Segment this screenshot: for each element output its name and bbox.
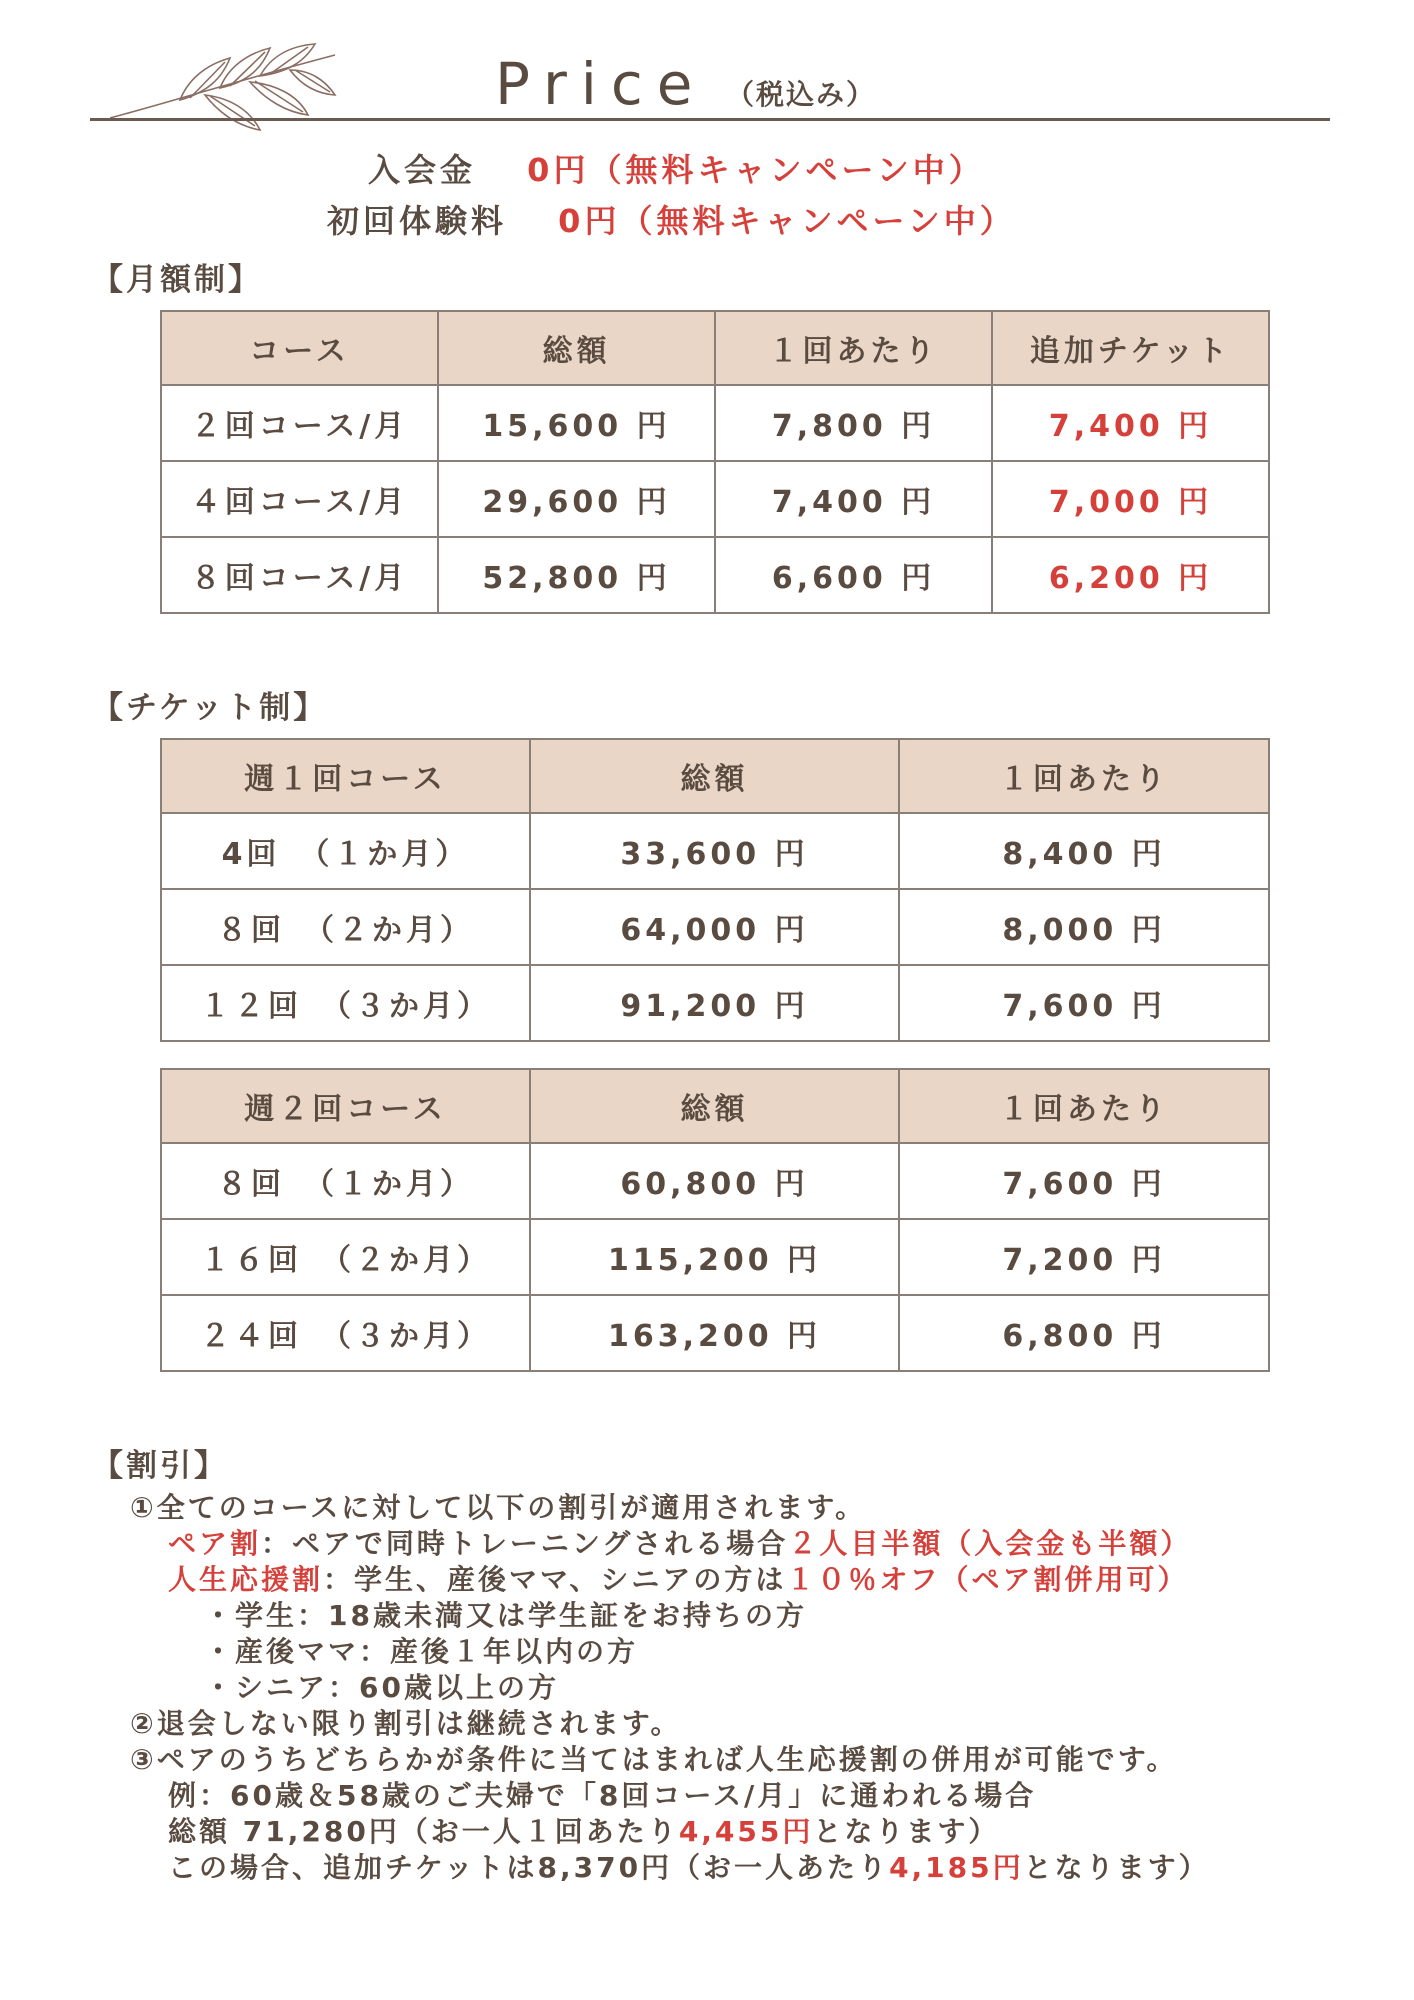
column-header: １回あたり bbox=[899, 739, 1269, 813]
ticket-section-title: 【チケット制】 bbox=[92, 690, 328, 726]
life-discount-label: 人生応援割 bbox=[168, 1563, 324, 1596]
example-line: 例：60歳＆58歳のご夫婦で「8回コース/月」に通われる場合 bbox=[168, 1779, 1037, 1812]
entry-fee-label: 入会金 bbox=[368, 151, 477, 189]
trial-fee-label: 初回体験料 bbox=[327, 202, 508, 240]
column-header: 総額 bbox=[438, 311, 715, 385]
title-divider bbox=[90, 118, 1330, 121]
table-row bbox=[161, 1219, 1269, 1295]
course-cell: ４回コース/月 bbox=[161, 461, 438, 537]
trial-fee-line bbox=[327, 196, 1016, 242]
extra-ticket-cell: 6,200 円 bbox=[992, 537, 1269, 613]
column-header: １回あたり bbox=[715, 311, 992, 385]
example-ticket-value: 4,185円 bbox=[889, 1851, 1024, 1884]
pair-discount-line bbox=[168, 1526, 1191, 1562]
extra-ticket-cell: 7,000 円 bbox=[992, 461, 1269, 537]
per-session-cell: 8,000 円 bbox=[899, 889, 1269, 965]
table-row bbox=[161, 889, 1269, 965]
leaf-branch-icon bbox=[110, 40, 340, 140]
total-cell: 52,800 円 bbox=[438, 537, 715, 613]
example-ticket-prefix: この場合、追加チケットは8,370円（お一人あたり bbox=[168, 1851, 890, 1884]
total-cell: 33,600 円 bbox=[530, 813, 899, 889]
column-header: 追加チケット bbox=[992, 311, 1269, 385]
table-header-row bbox=[161, 311, 1269, 385]
entry-fee-line bbox=[368, 145, 985, 191]
discount-item-1: ①全てのコースに対して以下の割引が適用されます。 bbox=[130, 1491, 867, 1524]
example-total-value: 4,455円 bbox=[678, 1815, 814, 1848]
page-title: Price bbox=[495, 50, 707, 118]
per-session-cell: 7,600 円 bbox=[899, 1143, 1269, 1219]
example-total-prefix: 総額 71,280円（お一人１回あたり bbox=[168, 1815, 679, 1848]
per-session-cell: 8,400 円 bbox=[899, 813, 1269, 889]
senior-condition: ・シニア：60歳以上の方 bbox=[204, 1671, 559, 1704]
column-header: コース bbox=[161, 311, 438, 385]
example-ticket-line bbox=[168, 1850, 1210, 1886]
per-session-cell: 7,800 円 bbox=[715, 385, 992, 461]
entry-fee-value: 0円（無料キャンペーン中） bbox=[527, 151, 985, 189]
sessions-cell: ２４回 （３か月） bbox=[161, 1295, 530, 1371]
life-discount-line bbox=[168, 1562, 1189, 1598]
title-row bbox=[90, 40, 1330, 124]
table-header-row bbox=[161, 1069, 1269, 1143]
column-header: １回あたり bbox=[899, 1069, 1269, 1143]
table-header-row bbox=[161, 739, 1269, 813]
sessions-cell: １６回 （２か月） bbox=[161, 1219, 530, 1295]
total-cell: 115,200 円 bbox=[530, 1219, 899, 1295]
total-cell: 15,600 円 bbox=[438, 385, 715, 461]
tax-note: （税込み） bbox=[726, 78, 877, 111]
example-total-suffix: となります） bbox=[813, 1815, 1000, 1848]
per-session-cell: 7,200 円 bbox=[899, 1219, 1269, 1295]
monthly-section-title: 【月額制】 bbox=[92, 262, 262, 298]
per-session-cell: 6,800 円 bbox=[899, 1295, 1269, 1371]
table-row bbox=[161, 1143, 1269, 1219]
total-cell: 64,000 円 bbox=[530, 889, 899, 965]
extra-ticket-cell: 7,400 円 bbox=[992, 385, 1269, 461]
discount-item-3: ③ペアのうちどちらかが条件に当てはまれば人生応援割の併用が可能です。 bbox=[130, 1743, 1178, 1776]
mama-condition: ・産後ママ：産後１年以内の方 bbox=[204, 1635, 639, 1668]
sessions-cell: ８回 （２か月） bbox=[161, 889, 530, 965]
table-row bbox=[161, 461, 1269, 537]
column-header: 総額 bbox=[530, 739, 899, 813]
example-total-line bbox=[168, 1814, 999, 1850]
total-cell: 29,600 円 bbox=[438, 461, 715, 537]
table-row bbox=[161, 965, 1269, 1041]
life-discount-text: ：学生、産後ママ、シニアの方は bbox=[323, 1563, 787, 1596]
trial-fee-value: 0円（無料キャンペーン中） bbox=[558, 202, 1016, 240]
total-cell: 60,800 円 bbox=[530, 1143, 899, 1219]
monthly-price-table bbox=[160, 310, 1270, 614]
per-session-cell: 7,600 円 bbox=[899, 965, 1269, 1041]
student-condition: ・学生：18歳未満又は学生証をお持ちの方 bbox=[204, 1599, 807, 1632]
weekly2-price-table bbox=[160, 1068, 1270, 1372]
pair-discount-text: ：ペアで同時トレーニングされる場合 bbox=[261, 1527, 789, 1560]
table-row bbox=[161, 385, 1269, 461]
example-ticket-suffix: となります） bbox=[1023, 1851, 1210, 1884]
life-discount-value: １０％オフ（ペア割併用可） bbox=[786, 1563, 1189, 1596]
table-row bbox=[161, 813, 1269, 889]
table-row bbox=[161, 537, 1269, 613]
course-cell: ８回コース/月 bbox=[161, 537, 438, 613]
discount-section-title: 【割引】 bbox=[92, 1448, 228, 1484]
course-cell: ２回コース/月 bbox=[161, 385, 438, 461]
column-header: 週２回コース bbox=[161, 1069, 530, 1143]
total-cell: 91,200 円 bbox=[530, 965, 899, 1041]
per-session-cell: 7,400 円 bbox=[715, 461, 992, 537]
column-header: 週１回コース bbox=[161, 739, 530, 813]
table-row bbox=[161, 1295, 1269, 1371]
weekly1-price-table bbox=[160, 738, 1270, 1042]
pair-discount-label: ペア割 bbox=[168, 1527, 262, 1560]
per-session-cell: 6,600 円 bbox=[715, 537, 992, 613]
sessions-cell: １２回 （３か月） bbox=[161, 965, 530, 1041]
column-header: 総額 bbox=[530, 1069, 899, 1143]
sessions-cell: 4回 （１か月） bbox=[161, 813, 530, 889]
discount-item-2: ②退会しない限り割引は継続されます。 bbox=[130, 1707, 682, 1740]
total-cell: 163,200 円 bbox=[530, 1295, 899, 1371]
sessions-cell: ８回 （１か月） bbox=[161, 1143, 530, 1219]
pair-discount-value: ２人目半額（入会金も半額） bbox=[788, 1527, 1192, 1560]
